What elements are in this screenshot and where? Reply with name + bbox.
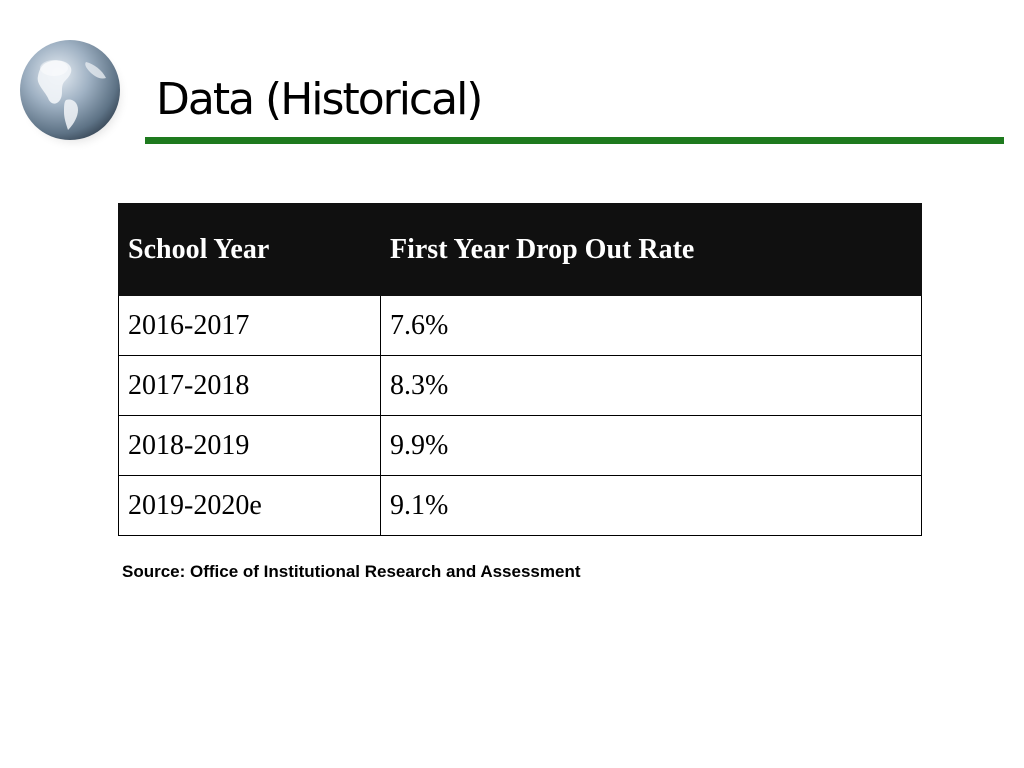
cell-drop-out-rate: 8.3% <box>381 356 922 416</box>
cell-drop-out-rate: 9.9% <box>381 416 922 476</box>
cell-drop-out-rate: 9.1% <box>381 476 922 536</box>
title-underline <box>145 137 1004 144</box>
cell-drop-out-rate: 7.6% <box>381 296 922 356</box>
cell-school-year: 2018-2019 <box>119 416 381 476</box>
header-drop-out-rate: First Year Drop Out Rate <box>381 204 922 296</box>
table-row <box>119 296 922 356</box>
dropout-rate-table <box>118 203 922 536</box>
cell-school-year: 2017-2018 <box>119 356 381 416</box>
source-note: Source: Office of Institutional Research and Assessment <box>122 562 581 581</box>
globe-icon <box>14 34 130 150</box>
cell-school-year: 2016-2017 <box>119 296 381 356</box>
cell-school-year: 2019-2020e <box>119 476 381 536</box>
table-row <box>119 476 922 536</box>
table-row <box>119 356 922 416</box>
header-school-year: School Year <box>119 204 381 296</box>
slide-title: Data (Historical) <box>156 74 482 125</box>
table-header-row <box>119 204 922 296</box>
table-row <box>119 416 922 476</box>
